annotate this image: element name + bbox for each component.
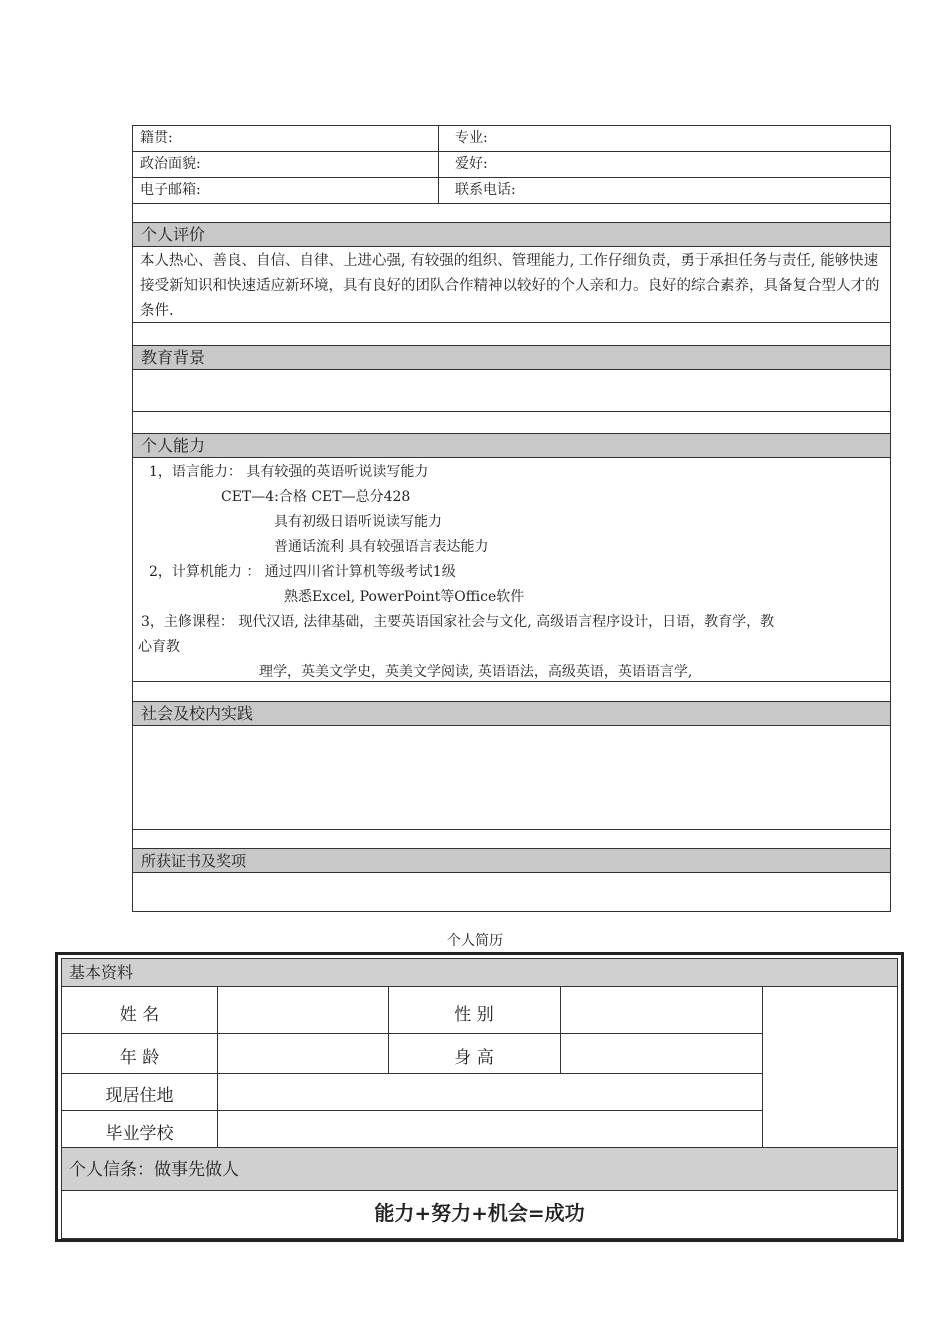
ability-line: 理学，英美文学史，英美文学阅读, 英语语法，高级英语，英语语言学, bbox=[259, 664, 693, 680]
ability-line: 熟悉Excel, PowerPoint等Office软件 bbox=[284, 589, 525, 605]
ability-line: 具有初级日语听说读写能力 bbox=[274, 514, 442, 530]
residence-label: 现居住地 bbox=[105, 1086, 174, 1106]
age-label: 年 龄 bbox=[119, 1048, 160, 1068]
resume-sheet bbox=[132, 125, 891, 912]
ability-line: 心育教 bbox=[138, 639, 180, 655]
height-label: 身 高 bbox=[454, 1048, 494, 1068]
education-content bbox=[133, 370, 890, 412]
ability-line: 2，计算机能力 ： 通过四川省计算机等级考试1级 bbox=[149, 564, 456, 580]
political-status-label: 政治面貌: bbox=[133, 152, 439, 177]
ability-line: 3，主修课程： 现代汉语, 法律基础，主要英语国家社会与文化, 高级语言程序设计，日语，教育学，教 bbox=[141, 614, 775, 630]
spacer-row bbox=[133, 323, 890, 346]
awards-content bbox=[133, 873, 890, 911]
spacer-row bbox=[133, 412, 890, 434]
resume-caption: 个人简历 bbox=[447, 933, 503, 949]
info-row-2 bbox=[133, 152, 890, 178]
hobby-label: 爱好: bbox=[455, 156, 488, 172]
awards-header: 所获证书及奖项 bbox=[133, 849, 890, 873]
practice-header: 社会及校内实践 bbox=[133, 702, 890, 726]
slogan: 能力+努力+机会=成功 bbox=[374, 1201, 585, 1225]
ability-header: 个人能力 bbox=[133, 434, 890, 458]
phone-label: 联系电话: bbox=[455, 182, 516, 198]
spacer-row bbox=[133, 204, 890, 223]
practice-content bbox=[133, 726, 890, 830]
ability-line: CET—4:合格 CET—总分428 bbox=[221, 489, 411, 505]
email-label: 电子邮箱: bbox=[133, 178, 439, 203]
basic-info-header: 基本资料 bbox=[62, 959, 897, 987]
evaluation-text: 本人热心、善良、自信、自律、上进心强, 有较强的组织、管理能力, 工作仔细负责，勇于承担任务与责任, 能够快速接受新知识和快速适应新环境，具有良好的团队合作精神以较好的个人亲和力。良好的综合素养，具备复合型人才的条件. bbox=[133, 247, 890, 323]
info-row-1 bbox=[133, 126, 890, 152]
school-label: 毕业学校 bbox=[105, 1124, 174, 1144]
info-row-3 bbox=[133, 178, 890, 204]
native-place-label: 籍贯: bbox=[133, 126, 439, 151]
name-label: 姓 名 bbox=[119, 1005, 160, 1025]
spacer-row bbox=[133, 682, 890, 702]
basic-info-table bbox=[55, 952, 904, 1242]
ability-content bbox=[133, 458, 890, 682]
evaluation-header: 个人评价 bbox=[133, 223, 890, 247]
ability-line: 普通话流利 具有较强语言表达能力 bbox=[274, 539, 489, 555]
gender-label: 性 别 bbox=[454, 1005, 494, 1025]
personal-motto: 个人信条：做事先做人 bbox=[62, 1147, 897, 1191]
education-header: 教育背景 bbox=[133, 346, 890, 370]
major-label: 专业: bbox=[455, 130, 488, 146]
spacer-row bbox=[133, 830, 890, 849]
ability-line: 1，语言能力： 具有较强的英语听说读写能力 bbox=[149, 464, 429, 480]
